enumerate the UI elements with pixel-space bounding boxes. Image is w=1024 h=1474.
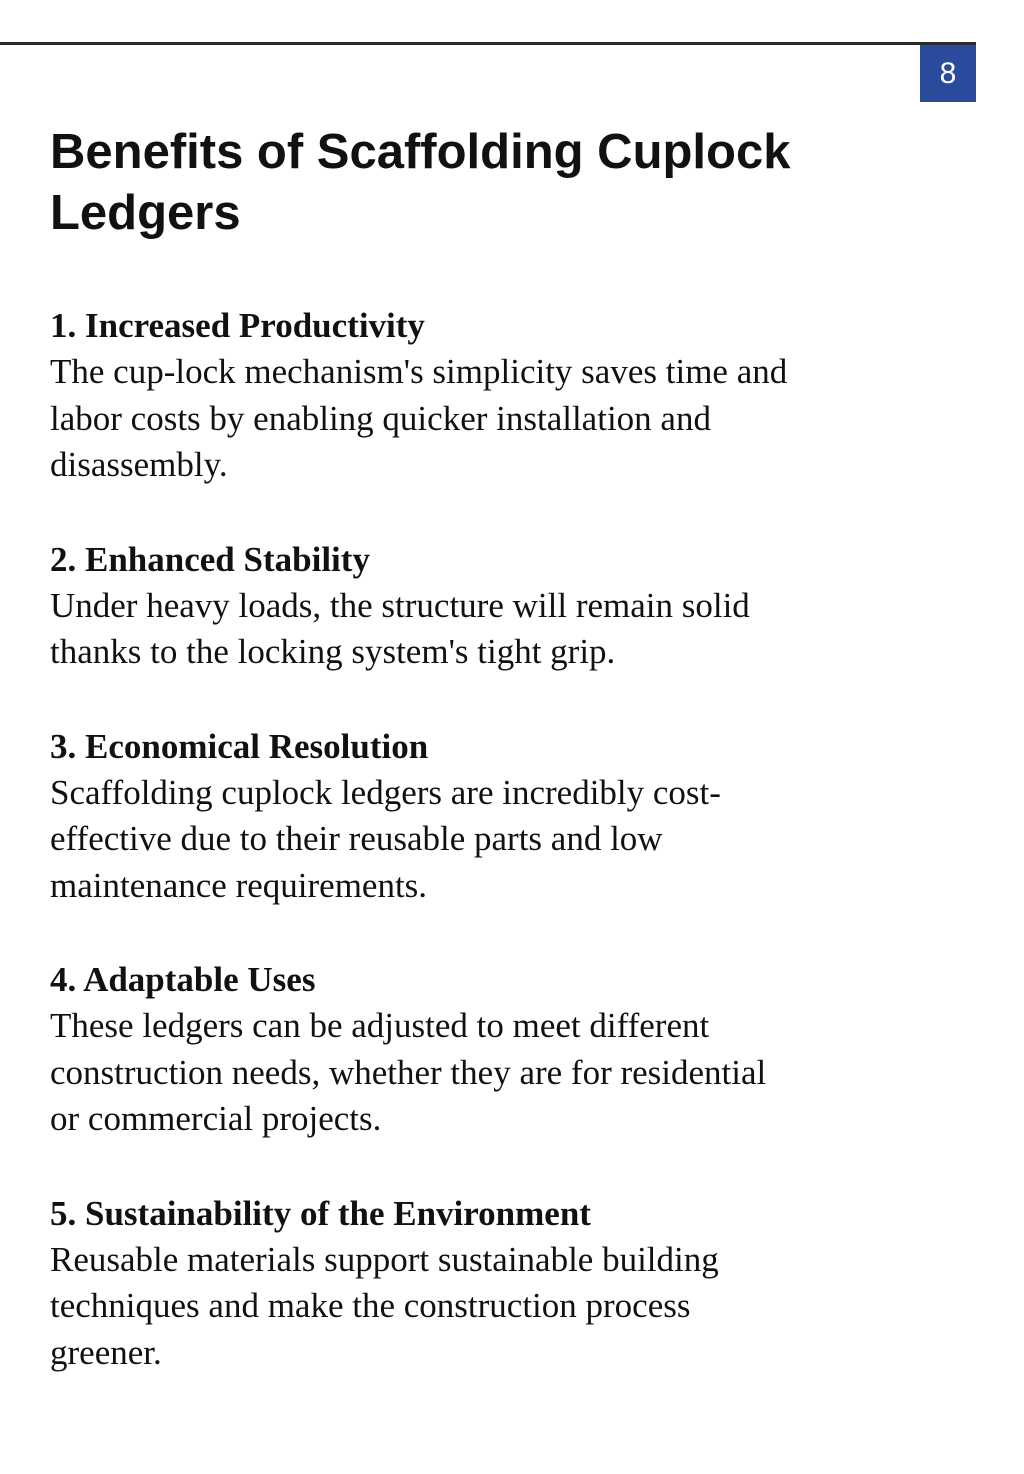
benefit-body-line: Scaffolding cuplock ledgers are incredibly cost- bbox=[50, 772, 721, 812]
benefit-item bbox=[50, 957, 900, 1143]
benefits-list bbox=[50, 303, 900, 1424]
benefit-body-line: The cup-lock mechanism's simplicity saves time and bbox=[50, 352, 788, 391]
benefit-body-line: or commercial projects. bbox=[50, 1099, 382, 1138]
page-number-badge: 8 bbox=[920, 45, 976, 102]
benefit-body-line: Reusable materials support sustainable building bbox=[50, 1239, 719, 1279]
benefit-item bbox=[50, 303, 900, 489]
benefit-item bbox=[50, 724, 900, 910]
benefit-heading: 4. Adaptable Uses bbox=[50, 960, 316, 999]
benefit-body-line: techniques and make the construction process bbox=[50, 1286, 691, 1325]
benefit-heading: 1. Increased Productivity bbox=[50, 306, 425, 345]
page-title: Benefits of Scaffolding Cuplock Ledgers bbox=[50, 125, 791, 240]
benefit-body-line: Under heavy loads, the structure will remain solid bbox=[50, 585, 750, 625]
benefit-body-line: effective due to their reusable parts and low bbox=[50, 819, 663, 858]
benefit-body-line: labor costs by enabling quicker installation and bbox=[50, 398, 711, 438]
header-rule bbox=[0, 42, 976, 45]
benefit-body-line: These ledgers can be adjusted to meet different bbox=[50, 1006, 710, 1045]
benefit-heading: 3. Economical Resolution bbox=[50, 726, 429, 766]
benefit-body-line: greener. bbox=[50, 1332, 162, 1372]
benefit-body-line: construction needs, whether they are for residential bbox=[50, 1052, 767, 1092]
benefit-heading: 2. Enhanced Stability bbox=[50, 539, 370, 579]
benefit-body-line: thanks to the locking system's tight grip. bbox=[50, 632, 616, 671]
benefit-heading: 5. Sustainability of the Environment bbox=[50, 1193, 591, 1233]
benefit-body-line: disassembly. bbox=[50, 445, 228, 484]
benefit-item bbox=[50, 1191, 900, 1377]
benefit-item bbox=[50, 537, 900, 676]
benefit-body-line: maintenance requirements. bbox=[50, 865, 428, 905]
